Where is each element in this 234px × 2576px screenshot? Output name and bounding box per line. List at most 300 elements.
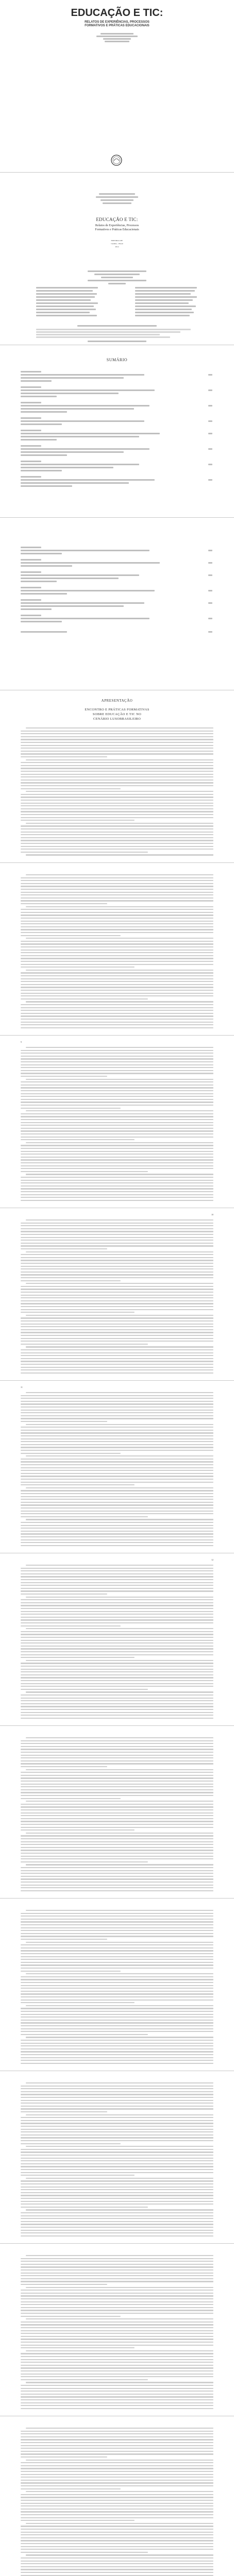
text-line	[26, 2082, 213, 2083]
text-line	[21, 2388, 213, 2389]
text-line	[21, 1245, 213, 1246]
text-line	[21, 1525, 213, 1526]
text-line	[26, 1079, 213, 1080]
text-line	[21, 2298, 213, 2299]
text-line	[21, 768, 213, 769]
text-line	[21, 751, 213, 752]
text-line	[21, 1418, 213, 1419]
text-line	[21, 1766, 107, 1767]
text-line	[21, 1461, 213, 1462]
text-line	[21, 1300, 213, 1301]
text-line	[21, 846, 213, 847]
text-line	[21, 1648, 213, 1649]
inner-subtitle-1: Relatos de Experiências, Processos	[95, 224, 139, 227]
text-line	[21, 2218, 213, 2219]
text-line	[21, 2290, 213, 2291]
text-line	[21, 1367, 213, 1368]
text-line	[21, 843, 213, 844]
text-line	[21, 1763, 213, 1764]
text-line	[21, 1669, 213, 1670]
text-line	[21, 2097, 213, 2098]
text-line	[21, 1447, 213, 1448]
text-line	[21, 1053, 213, 1054]
text-line	[21, 2230, 213, 2231]
text-line	[21, 1470, 213, 1471]
text-line	[21, 1154, 213, 1155]
text-line	[21, 1533, 213, 1534]
text-line	[21, 1513, 213, 1514]
text-line	[21, 1642, 213, 1643]
presentation-title-3: CENÁRIO LUSOBRASILEIRO	[93, 717, 141, 721]
text-line	[21, 981, 213, 982]
text-line	[21, 2227, 213, 2228]
text-line	[21, 1479, 213, 1480]
text-line	[21, 1999, 213, 2001]
text-line	[21, 1663, 213, 1664]
text-line	[26, 1001, 213, 1002]
text-line	[21, 2143, 121, 2144]
page-number: 10	[211, 1213, 213, 1216]
text-line	[21, 1878, 213, 1879]
text-line	[21, 2345, 213, 2346]
text-line	[21, 1847, 213, 1848]
text-line	[21, 1099, 213, 1100]
text-line	[21, 2537, 213, 2538]
text-line	[21, 1410, 213, 1411]
text-line	[21, 1272, 213, 1273]
text-line	[21, 1148, 213, 1149]
text-line	[21, 2494, 213, 2495]
text-line	[21, 1197, 213, 1198]
text-line	[21, 825, 213, 826]
text-line	[26, 2382, 213, 2383]
text-line	[21, 2232, 213, 2233]
text-line	[21, 2534, 213, 2535]
text-line	[21, 1677, 213, 1678]
text-line	[21, 753, 213, 754]
text-line	[21, 2273, 213, 2274]
text-line	[21, 1344, 148, 1345]
text-line	[21, 2514, 213, 2515]
text-line	[21, 2353, 213, 2354]
text-line	[21, 748, 213, 749]
text-line	[21, 1070, 213, 1071]
text-line	[26, 1737, 213, 1738]
text-line	[21, 1887, 213, 1888]
text-line	[21, 2304, 213, 2305]
text-line	[21, 1651, 213, 1652]
text-line	[21, 1081, 213, 1082]
text-line	[21, 2566, 213, 2567]
text-line	[21, 2405, 213, 2406]
text-line	[21, 1611, 213, 1612]
text-line	[21, 1243, 213, 1244]
text-line	[21, 837, 213, 838]
text-line	[21, 1619, 213, 1620]
text-line	[21, 2442, 213, 2443]
text-line	[21, 2278, 213, 2279]
text-line	[21, 1228, 213, 1229]
text-line	[21, 1804, 213, 1805]
text-line	[21, 1853, 213, 1854]
text-line	[21, 1073, 213, 1074]
text-line	[21, 1335, 213, 1336]
text-line	[21, 2546, 213, 2547]
text-line	[21, 1277, 213, 1278]
text-line	[21, 1113, 213, 1114]
text-line	[21, 817, 213, 818]
text-line	[21, 2163, 213, 2164]
text-line	[21, 1545, 213, 1546]
text-line	[21, 1352, 213, 1353]
text-line	[21, 2374, 213, 2375]
text-line	[26, 1519, 213, 1520]
text-line	[21, 2468, 213, 2469]
text-line	[21, 2561, 213, 2562]
text-line	[21, 1177, 213, 1178]
text-line	[21, 1292, 213, 1293]
text-line	[26, 1942, 213, 1943]
text-line	[21, 1280, 121, 1281]
text-line	[21, 1709, 213, 1710]
text-line	[21, 1234, 213, 1235]
text-line	[21, 1406, 213, 1408]
text-line	[21, 964, 213, 965]
text-line	[21, 990, 213, 991]
text-line	[21, 1137, 213, 1138]
text-line	[21, 805, 213, 806]
text-line	[21, 1180, 213, 1181]
text-line	[26, 2554, 213, 2555]
text-line	[21, 779, 213, 781]
text-line	[21, 1858, 213, 1859]
text-line	[21, 1752, 213, 1753]
text-line	[21, 1806, 213, 1807]
text-line	[21, 1349, 213, 1350]
inner-year: 2014	[115, 246, 119, 248]
text-line	[26, 1691, 213, 1692]
text-line	[21, 1415, 213, 1416]
text-line	[21, 1013, 213, 1014]
text-line	[21, 1056, 213, 1057]
text-line	[21, 1159, 213, 1160]
text-line	[21, 2316, 121, 2317]
text-line	[21, 1988, 213, 1989]
text-line	[21, 1125, 213, 1126]
text-line	[21, 1536, 213, 1537]
text-line	[21, 2575, 213, 2576]
text-line	[21, 1317, 213, 1318]
text-line	[21, 1944, 213, 1945]
text-line	[21, 2198, 213, 2199]
text-line	[21, 1657, 135, 1658]
text-line	[21, 1108, 121, 1109]
text-line	[21, 1927, 213, 1928]
text-line	[21, 1096, 213, 1097]
text-line	[21, 2509, 213, 2510]
text-line	[21, 2471, 213, 2472]
text-line	[21, 1395, 213, 1396]
text-line	[26, 2146, 213, 2147]
text-line	[21, 1119, 213, 1120]
text-line	[21, 1718, 213, 1719]
text-line	[21, 2266, 213, 2267]
text-line	[21, 2175, 135, 2176]
text-line	[21, 852, 148, 853]
text-line	[21, 2313, 213, 2314]
text-line	[21, 1809, 213, 1810]
text-line	[21, 955, 213, 956]
text-line	[21, 1924, 213, 1925]
text-line	[21, 1795, 213, 1796]
text-line	[21, 880, 213, 881]
cover-title: EDUCAÇÃO E TIC:	[71, 7, 163, 19]
text-line	[21, 2532, 213, 2533]
text-line	[26, 2178, 213, 2179]
text-line	[21, 2526, 213, 2527]
text-line	[21, 921, 213, 922]
text-line	[26, 1392, 213, 1393]
text-line	[21, 2275, 213, 2276]
text-line	[21, 1876, 213, 1877]
text-line	[21, 2396, 213, 2397]
text-line	[21, 2462, 213, 2463]
text-line	[21, 745, 213, 746]
text-line	[21, 1919, 213, 1920]
text-line	[21, 1539, 213, 1540]
text-line	[21, 2221, 213, 2222]
text-line	[21, 1749, 213, 1750]
text-line	[21, 1614, 213, 1615]
text-line	[21, 950, 213, 951]
text-line	[26, 2005, 213, 2006]
text-line	[21, 2183, 213, 2184]
text-line	[21, 2224, 213, 2225]
text-line	[21, 998, 148, 999]
text-line	[21, 1760, 213, 1761]
text-line	[21, 765, 213, 766]
text-line	[21, 1165, 213, 1166]
text-line	[21, 1403, 213, 1404]
text-line	[21, 2376, 213, 2377]
text-line	[21, 2385, 213, 2386]
text-line	[21, 1585, 213, 1586]
text-line	[21, 2505, 213, 2506]
text-line	[21, 2324, 213, 2325]
text-line	[21, 2445, 213, 2446]
text-line	[21, 1303, 213, 1304]
text-line	[21, 1064, 213, 1065]
text-line	[21, 2269, 213, 2270]
text-line	[21, 1913, 213, 1914]
text-line	[21, 2436, 213, 2437]
text-line	[21, 1930, 213, 1931]
text-line	[26, 1315, 213, 1316]
text-line	[21, 2086, 213, 2087]
text-line	[21, 1939, 107, 1940]
text-line	[21, 967, 135, 968]
text-line	[21, 2008, 213, 2009]
text-line	[21, 785, 213, 786]
text-line	[21, 978, 213, 979]
text-line	[21, 972, 213, 973]
text-line	[21, 1223, 213, 1224]
text-line	[21, 2111, 107, 2112]
text-line	[21, 1324, 213, 1325]
text-line	[21, 2140, 213, 2141]
text-line	[21, 1835, 213, 1836]
presentation-title-1: ENCONTRO E PRÁTICAS FORMATIVAS	[85, 708, 149, 711]
text-line	[21, 742, 213, 743]
text-line	[21, 2356, 213, 2357]
text-line	[21, 2235, 213, 2236]
text-line	[21, 756, 107, 757]
presentation-heading: APRESENTAÇÃO	[101, 699, 133, 703]
text-line	[21, 736, 213, 737]
text-line	[21, 1185, 213, 1187]
text-line	[21, 2485, 213, 2486]
text-line	[26, 2350, 213, 2351]
text-line	[21, 900, 213, 901]
text-line	[21, 1309, 213, 1310]
text-line	[21, 1985, 213, 1986]
text-line	[21, 1712, 213, 1713]
text-line	[21, 914, 213, 916]
text-line	[21, 2338, 213, 2340]
text-line	[21, 2131, 213, 2132]
text-line	[21, 1401, 213, 1402]
toc-page	[0, 345, 234, 518]
text-line	[21, 828, 213, 829]
text-line	[21, 1444, 213, 1445]
text-line	[21, 2408, 213, 2409]
text-line	[21, 2359, 213, 2360]
text-line	[21, 1838, 213, 1839]
text-line	[21, 894, 213, 895]
text-line	[21, 774, 213, 775]
body-page	[0, 2244, 234, 2416]
text-line	[21, 1194, 213, 1195]
text-line	[21, 1979, 213, 1980]
text-line	[21, 2379, 148, 2380]
text-line	[21, 1617, 213, 1618]
text-line	[21, 1364, 213, 1365]
text-line	[21, 1683, 213, 1684]
text-line	[21, 2480, 213, 2481]
text-line	[21, 2330, 213, 2331]
text-line	[21, 2362, 213, 2363]
text-line	[21, 776, 213, 777]
text-line	[21, 788, 121, 789]
text-line	[21, 1338, 213, 1339]
text-line	[26, 1283, 213, 1284]
text-line	[21, 2572, 213, 2573]
text-line	[21, 2129, 213, 2130]
text-line	[21, 1694, 213, 1696]
text-line	[21, 2040, 213, 2041]
text-line	[21, 2549, 213, 2550]
text-line	[21, 1582, 213, 1583]
text-line	[21, 1698, 213, 1699]
text-line	[21, 2333, 213, 2334]
text-line	[21, 1090, 213, 1091]
text-line	[21, 2563, 213, 2564]
text-line	[21, 1022, 213, 1023]
text-line	[21, 2477, 213, 2478]
text-line	[26, 1910, 213, 1911]
text-line	[21, 1490, 213, 1491]
text-line	[21, 2394, 213, 2395]
body-page	[0, 1553, 234, 1726]
text-line	[21, 1019, 213, 1020]
text-line	[21, 2439, 213, 2440]
text-line	[21, 935, 121, 936]
text-line	[21, 2149, 213, 2150]
text-line	[26, 2491, 213, 2492]
text-line	[21, 1772, 213, 1773]
text-line	[21, 1775, 213, 1776]
text-line	[21, 1024, 213, 1025]
text-line	[21, 2048, 213, 2049]
text-line	[21, 2301, 213, 2302]
text-line	[21, 1976, 213, 1977]
text-line	[26, 2255, 213, 2256]
text-line	[21, 1067, 213, 1068]
text-line	[21, 1634, 213, 1635]
text-line	[21, 2204, 213, 2205]
text-line	[26, 791, 213, 792]
text-line	[21, 1320, 213, 1321]
text-line	[21, 2189, 213, 2190]
text-line	[21, 2134, 213, 2136]
text-line	[21, 1248, 107, 1249]
inner-title: EDUCAÇÃO E TIC:	[96, 217, 138, 222]
text-line	[21, 2103, 213, 2104]
text-line	[21, 1590, 213, 1591]
text-line	[26, 1219, 213, 1221]
text-line	[21, 1757, 213, 1758]
text-line	[21, 943, 213, 944]
text-line	[21, 2020, 213, 2021]
text-line	[21, 1921, 213, 1922]
text-line	[21, 923, 213, 924]
text-line	[21, 1867, 213, 1868]
text-line	[21, 800, 213, 801]
text-line	[21, 1093, 213, 1094]
text-line	[26, 1660, 213, 1661]
text-line	[21, 2045, 213, 2046]
text-line	[21, 2433, 213, 2434]
text-line	[26, 759, 213, 760]
text-line	[21, 1812, 213, 1814]
text-line	[21, 1268, 213, 1269]
text-line	[26, 823, 213, 824]
text-line	[21, 1430, 213, 1431]
text-line	[21, 1666, 213, 1667]
text-line	[21, 2094, 213, 2095]
text-line	[21, 2307, 213, 2308]
text-line	[26, 2318, 213, 2319]
text-line	[21, 2192, 213, 2193]
text-line	[26, 1110, 213, 1111]
text-line	[21, 2451, 213, 2452]
text-line	[26, 970, 213, 971]
text-line	[21, 1674, 213, 1675]
text-line	[21, 1502, 213, 1503]
text-line	[21, 1511, 213, 1512]
inner-city: Curitiba – Brasil	[111, 243, 123, 245]
text-line	[26, 2037, 213, 2038]
